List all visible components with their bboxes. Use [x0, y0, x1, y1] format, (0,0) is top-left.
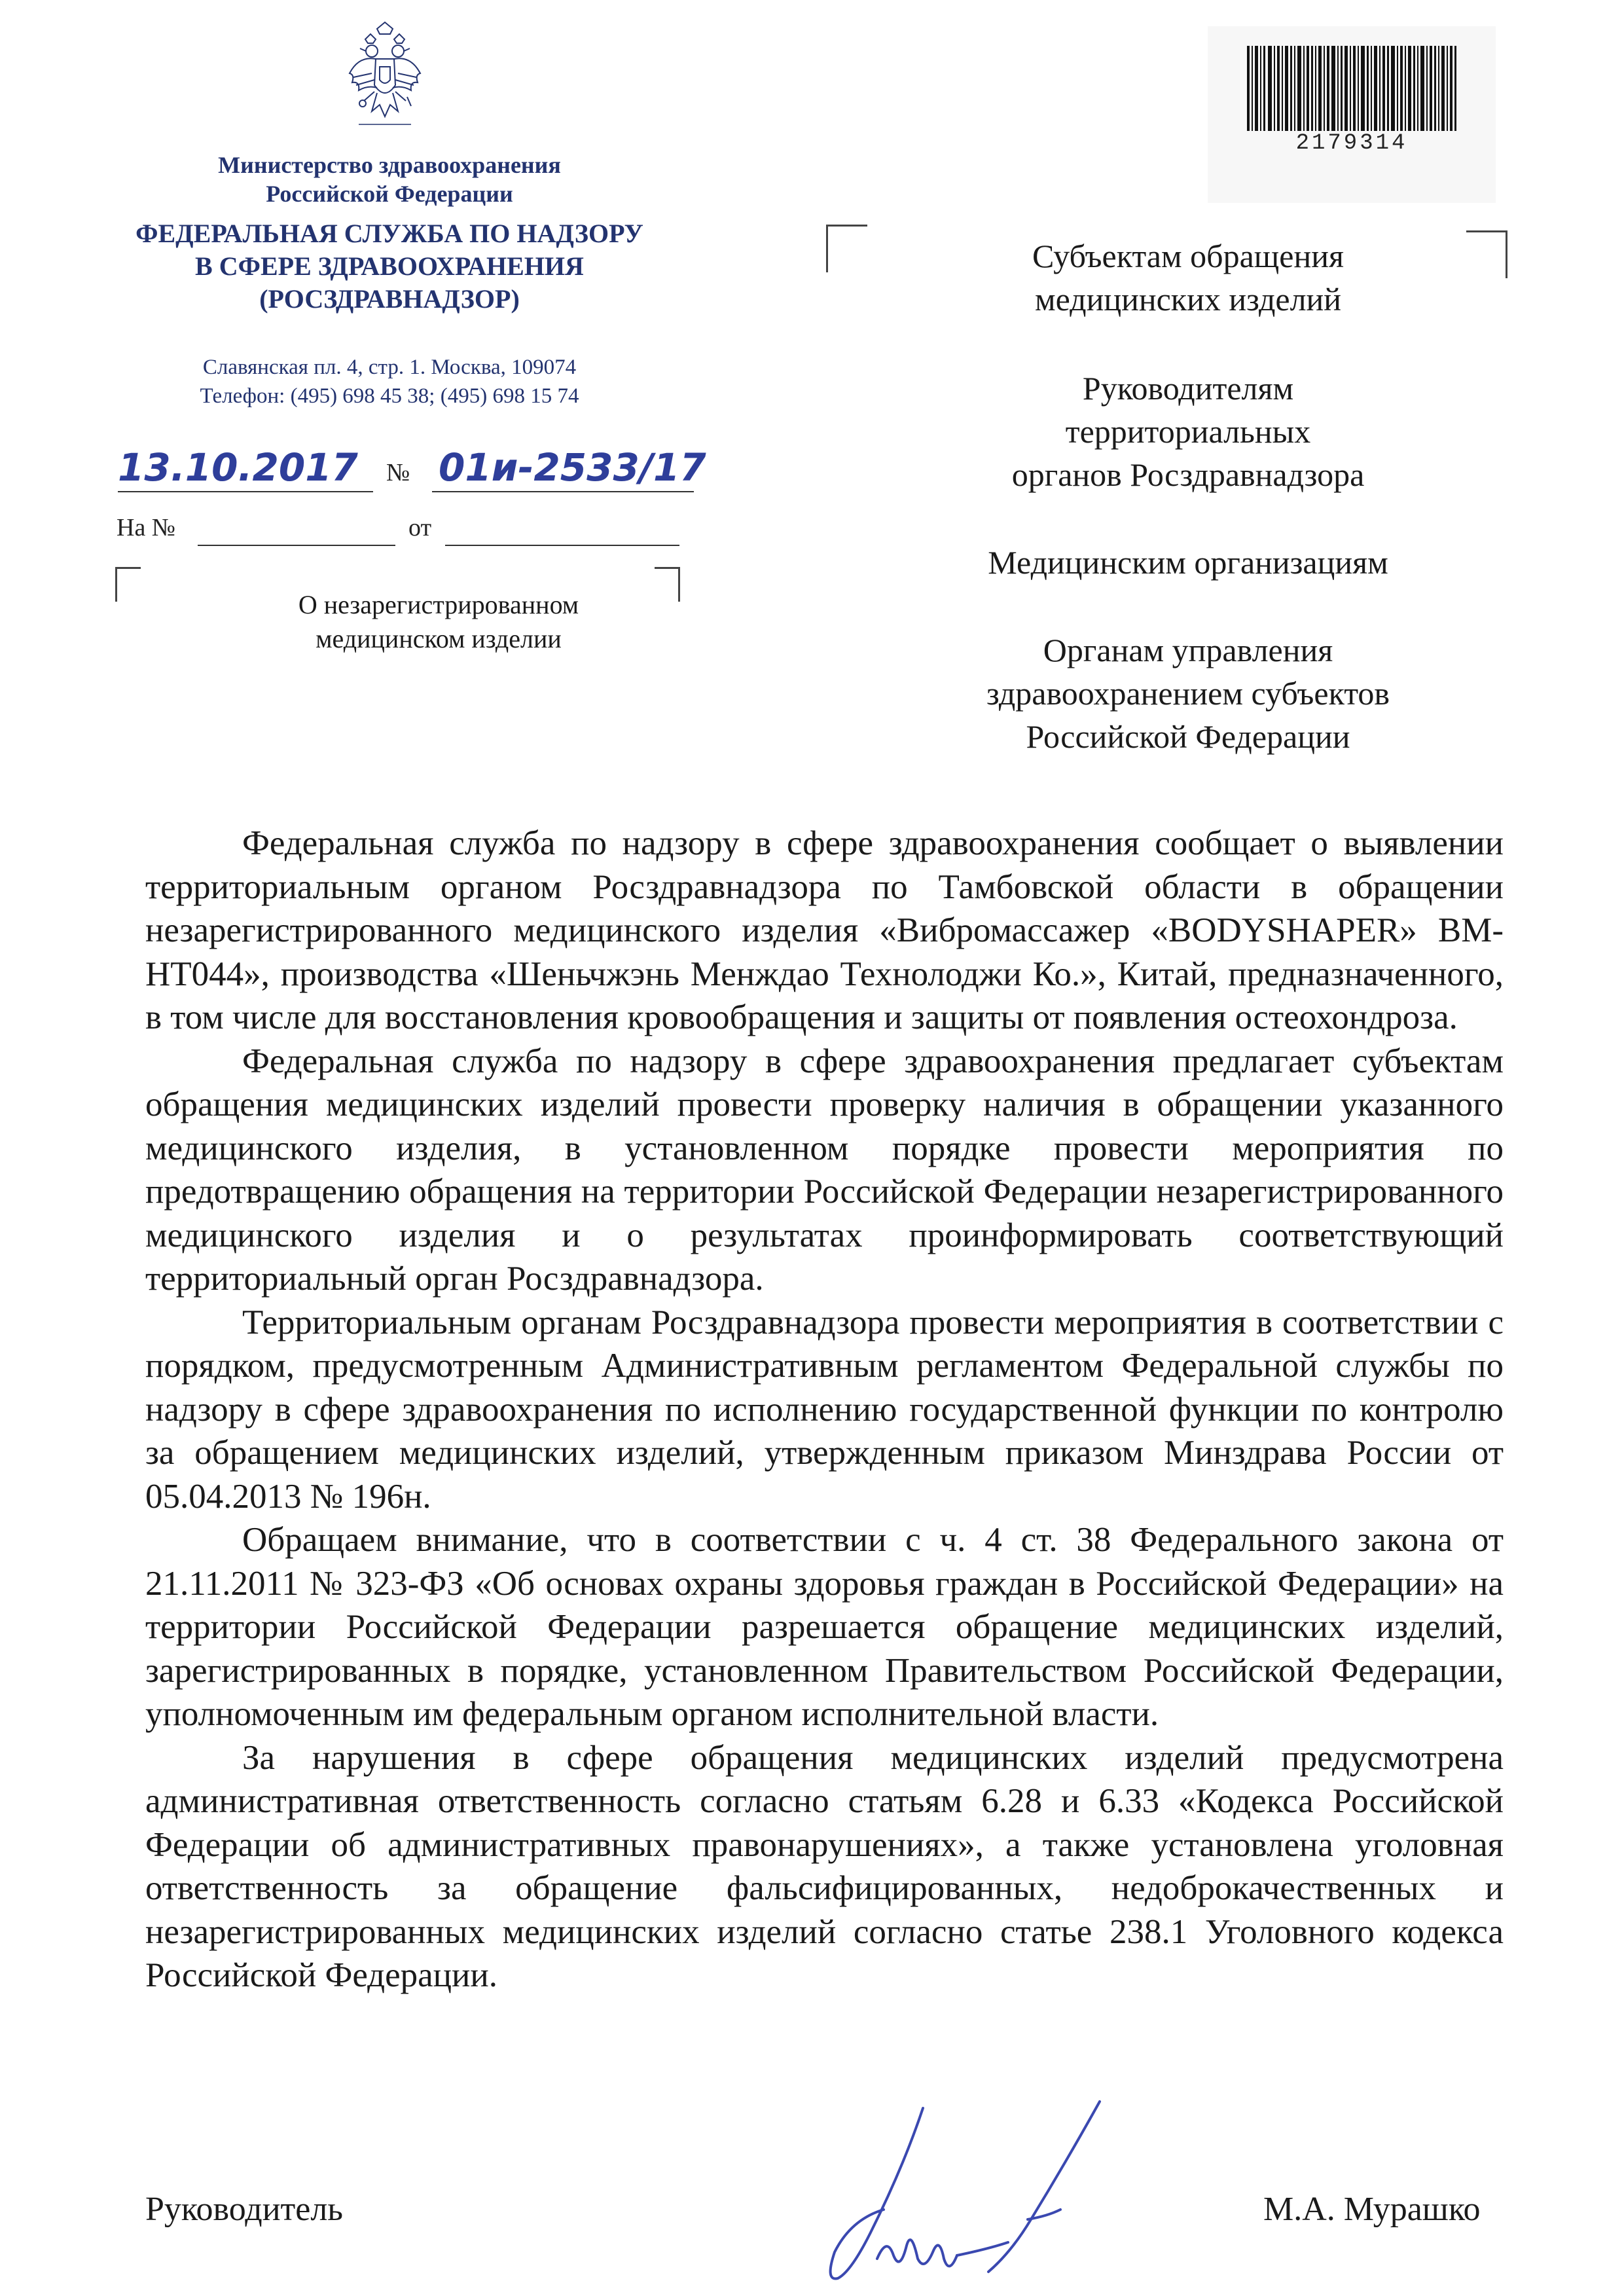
service-name-line3: (РОСЗДРАВНАДЗОР) [259, 284, 520, 314]
reply-to-underline [198, 545, 395, 546]
address: Славянская пл. 4, стр. 1. Москва, 109074 [202, 355, 577, 379]
recipient-bracket-right [1466, 230, 1507, 278]
recipient-1-line1: Субъектам обращения [1032, 238, 1344, 274]
body-paragraph-1: Федеральная служба по надзору в сфере здравоохранения сообщает о выявлении территориальным органом Росздравнадзора по Тамбовской области в обращении незарегистрированного медицинского изделия «Вибромассажер «BODYSHAPER» BM-HT044», производства «Шеньчжэнь Менждао Технолоджи Ко.», Китай, предназначенного, в том числе для восстановления кровообращения и защиты от появления остеохондроза. [145, 824, 1504, 1036]
number-sign: № [386, 459, 410, 486]
reply-to-label: На № [117, 514, 176, 541]
recipient-3-line1: Медицинским организациям [988, 544, 1388, 581]
letter-date: 13.10.2017 [118, 445, 358, 490]
letter-body [145, 822, 1504, 1997]
from-underline [445, 545, 679, 546]
date-underline [118, 491, 373, 492]
body-paragraph-4: Обращаем внимание, что в соответствии с ч. 4 ст. 38 Федерального закона от 21.11.2011 № 323-ФЗ «Об основах охраны здоровья граждан в Российской Федерации» на территории Российской Федерации разрешается обращение медицинских изделий, зарегистрированных в порядке, установленном Правительством Российской Федерации, уполномоченным им федеральным органом исполнительной власти. [145, 1521, 1504, 1733]
recipient-2-line1: Руководителям [1082, 370, 1294, 407]
recipient-2-line2: территориальных [1065, 413, 1311, 450]
barcode-icon [1247, 46, 1456, 131]
body-paragraph-3: Территориальным органам Росздравнадзора провести мероприятия в соответствии с порядком, предусмотренным Административным регламентом Федеральной службы по надзору в сфере здравоохранения по исполнению государственной функции по контролю за обращением медицинских изделий, утвержденным приказом Минздрава России от 05.04.2013 № 196н. [145, 1303, 1504, 1516]
coat-of-arms-icon [346, 20, 424, 144]
recipient-bracket-left [826, 225, 867, 272]
phone: Телефон: (495) 698 45 38; (495) 698 15 74 [200, 384, 579, 408]
subject-bracket-left [115, 567, 141, 602]
signature-icon [772, 2095, 1139, 2291]
subject-bracket-right [655, 567, 680, 602]
recipient-4-line2: здравоохранением субъектов [986, 675, 1390, 712]
from-label: от [408, 514, 432, 541]
recipient-2-line3: органов Росздравнадзора [1011, 456, 1365, 493]
number-underline [432, 491, 694, 492]
body-paragraph-2: Федеральная служба по надзору в сфере здравоохранения предлагает субъектам обращения медицинских изделий провести проверку наличия в обращении указанного медицинского изделия, в установленном порядке провести мероприятия по предотвращению обращения на территории Российской Федерации незарегистрированного медицинского изделия и о результатах проинформировать соответствующий территориальный орган Росздравнадзора. [145, 1042, 1504, 1298]
recipient-1-line2: медицинских изделий [1034, 281, 1342, 318]
subject-line2: медицинском изделии [316, 624, 562, 653]
subject-line1: О незарегистрированном [298, 590, 579, 619]
ministry-name-line1: Министерство здравоохранения [218, 152, 561, 178]
signatory-name: М.А. Мурашко [1263, 2191, 1481, 2228]
service-name-line2: В СФЕРЕ ЗДРАВООХРАНЕНИЯ [195, 251, 584, 281]
service-name-line1: ФЕДЕРАЛЬНАЯ СЛУЖБА ПО НАДЗОРУ [135, 219, 643, 248]
body-paragraph-5: За нарушения в сфере обращения медицинских изделий предусмотрена административная ответственность согласно статьям 6.28 и 6.33 «Кодекса Российской Федерации об административных правонарушениях», а также установлена уголовная ответственность за обращение фальсифицированных, недоброкачественных и незарегистрированных медицинских изделий согласно статье 238.1 Уголовного кодекса Российской Федерации. [145, 1738, 1504, 1994]
recipient-4-line3: Российской Федерации [1026, 718, 1350, 755]
recipient-4-line1: Органам управления [1043, 632, 1333, 668]
ministry-name-line2: Российской Федерации [266, 181, 513, 207]
signatory-position: Руководитель [145, 2191, 343, 2228]
letter-number: 01и-2533/17 [439, 445, 706, 490]
barcode-number: 2179314 [1295, 131, 1408, 156]
